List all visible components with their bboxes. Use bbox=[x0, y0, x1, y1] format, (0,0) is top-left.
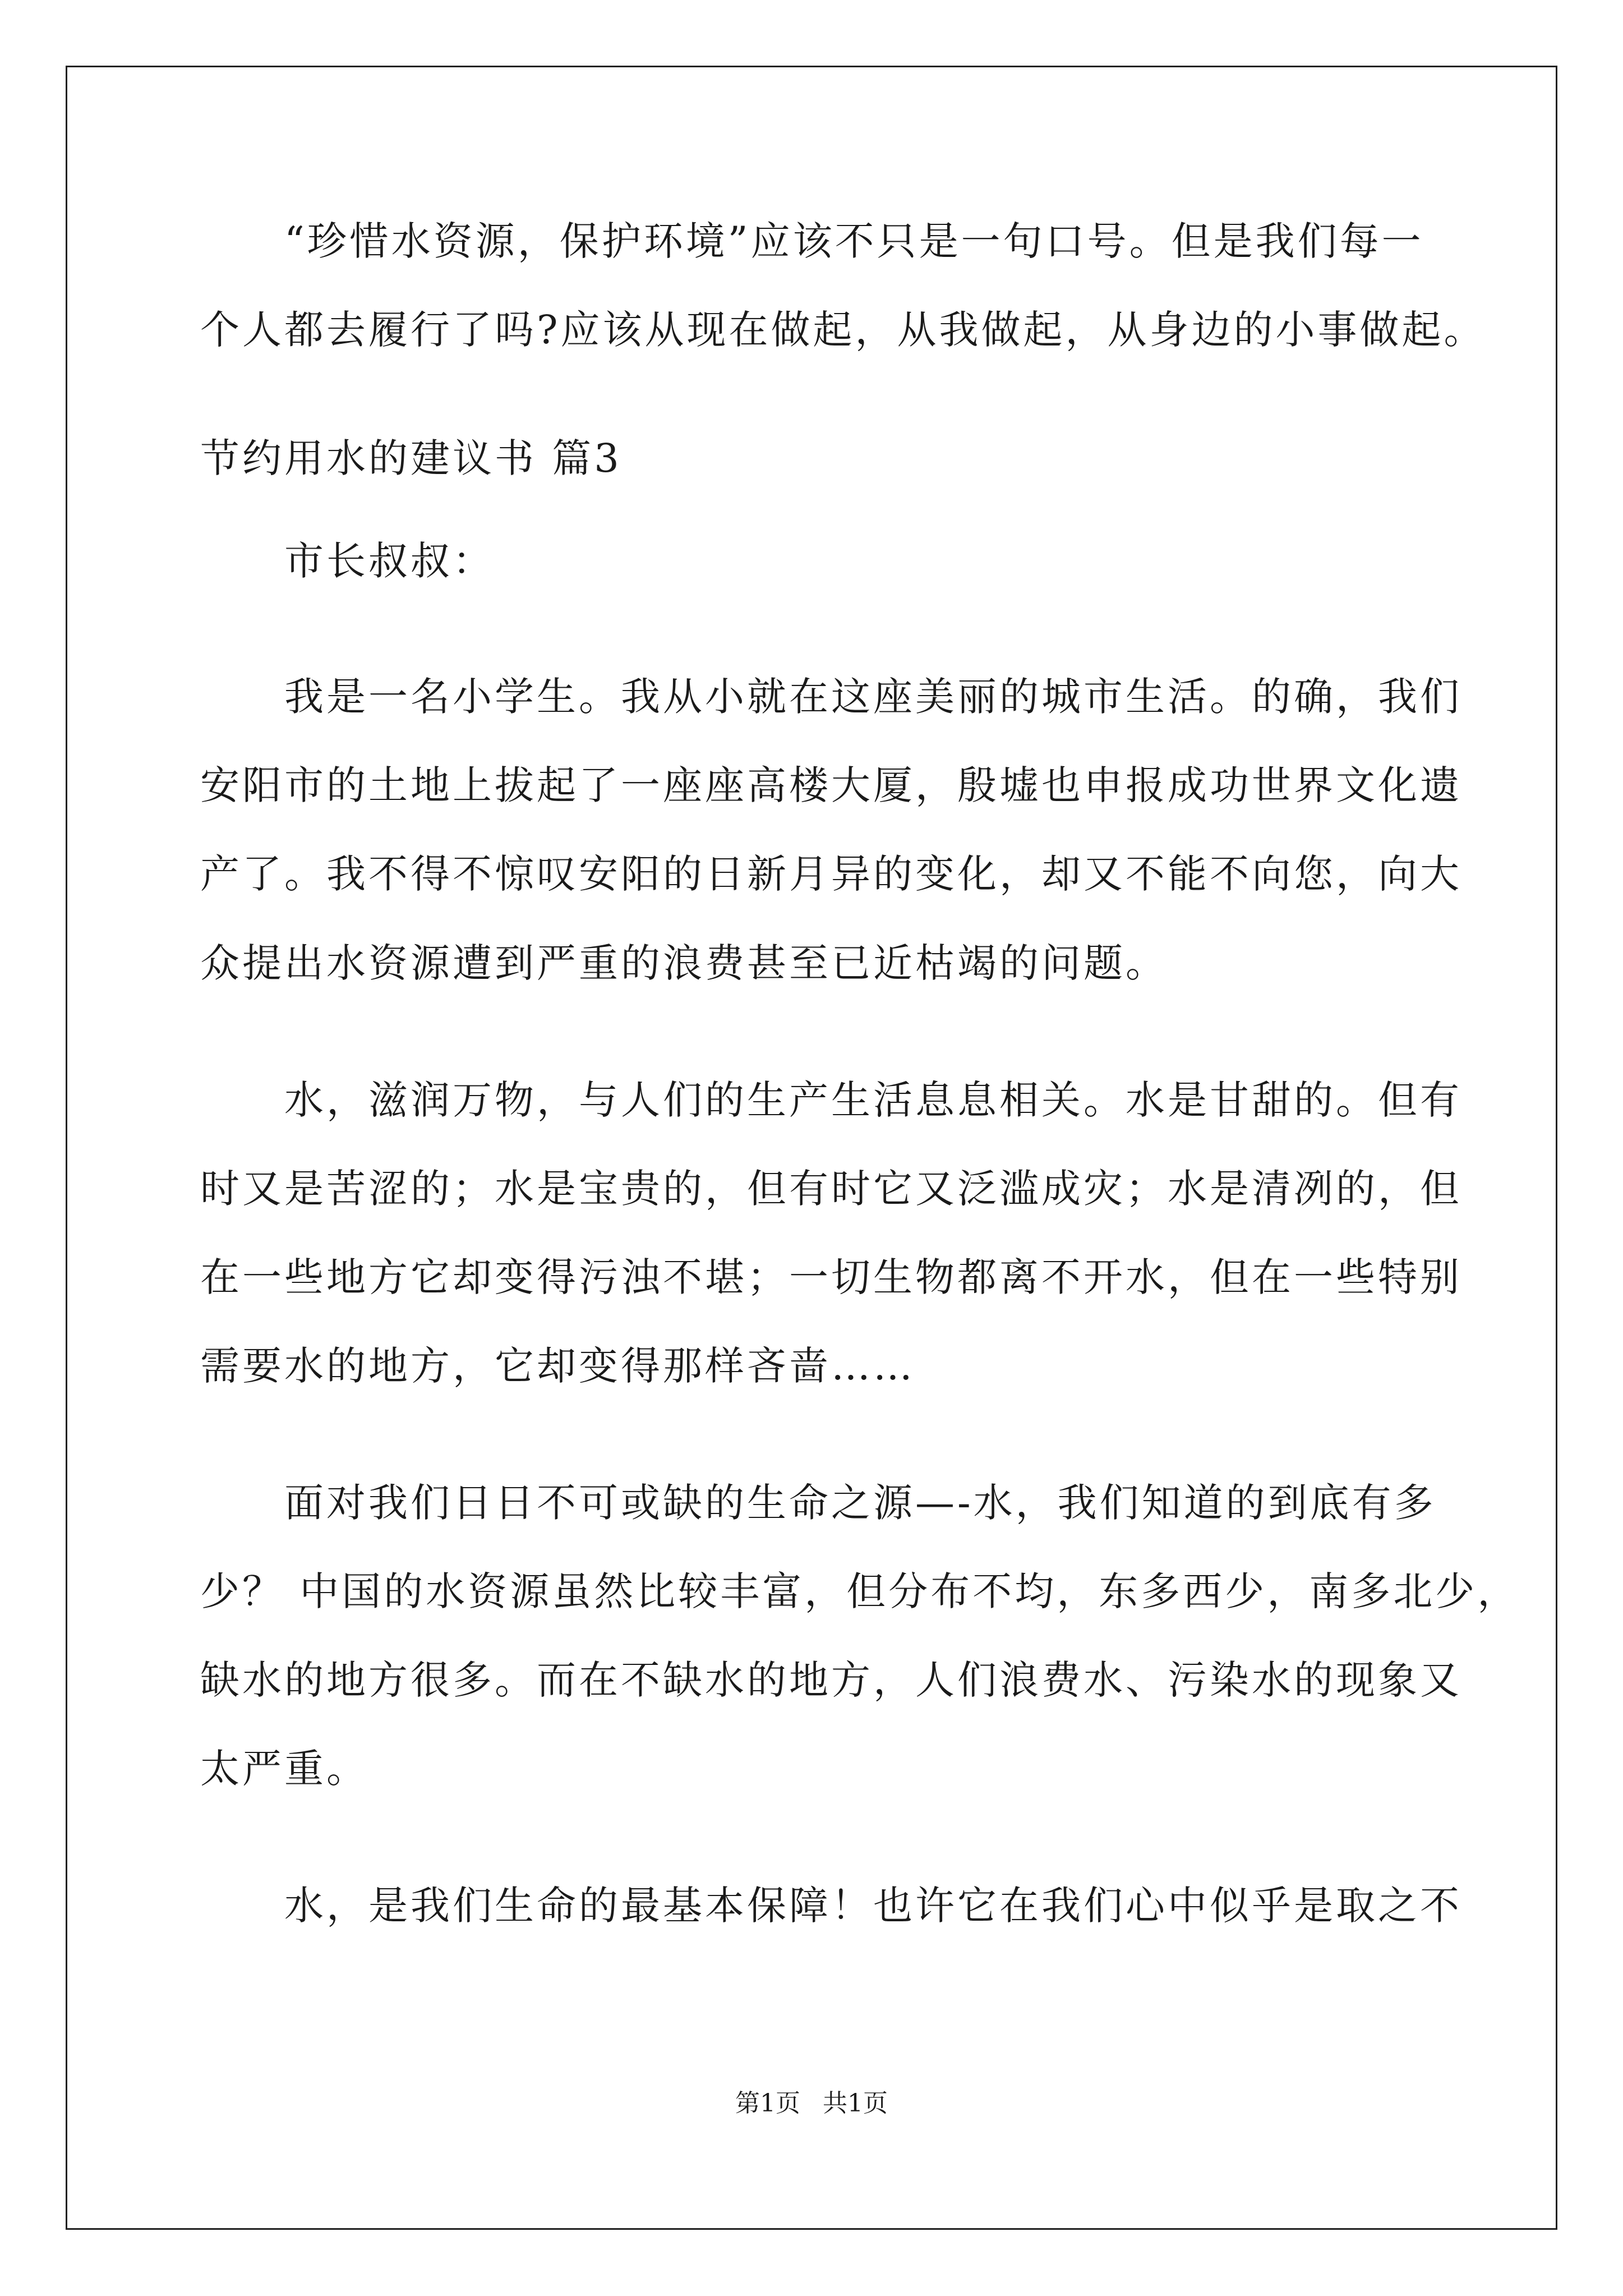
paragraph-line: 个人都去履行了吗?应该从现在做起，从我做起，从身边的小事做起。 bbox=[200, 307, 1486, 353]
section-heading: 节约用水的建议书 篇3 bbox=[200, 435, 622, 481]
paragraph-line: 水，滋润万物，与人们的生产生活息息相关。水是甘甜的。但有 bbox=[284, 1077, 1462, 1123]
paragraph-line: 在一些地方它却变得污浊不堪；一切生物都离不开水，但在一些特别 bbox=[200, 1254, 1462, 1300]
paragraph-line: 缺水的地方很多。而在不缺水的地方，人们浪费水、污染水的现象又 bbox=[200, 1657, 1462, 1703]
page-total: 共1页 bbox=[823, 2089, 888, 2118]
page-footer bbox=[0, 2091, 1623, 2116]
paragraph-line: 我是一名小学生。我从小就在这座美丽的城市生活。的确，我们 bbox=[284, 674, 1462, 720]
paragraph-line: 少？ 中国的水资源虽然比较丰富，但分布不均，东多西少，南多北少， bbox=[200, 1568, 1520, 1614]
paragraph-line: 面对我们日日不可或缺的生命之源—-水，我们知道的到底有多 bbox=[284, 1480, 1436, 1526]
salutation: 市长叔叔： bbox=[284, 538, 495, 584]
paragraph-line: “珍惜水资源，保护环境”应该不只是一句口号。但是我们每一 bbox=[284, 218, 1424, 264]
page-number: 第1页 bbox=[735, 2089, 800, 2118]
paragraph-line: 安阳市的土地上拔起了一座座高楼大厦，殷墟也申报成功世界文化遗 bbox=[200, 762, 1462, 808]
paragraph-line: 太严重。 bbox=[200, 1746, 368, 1792]
paragraph-line: 需要水的地方，它却变得那样吝啬…… bbox=[200, 1343, 915, 1389]
paragraph-line: 时又是苦涩的；水是宝贵的，但有时它又泛滥成灾；水是清冽的，但 bbox=[200, 1166, 1462, 1212]
paragraph-line: 水，是我们生命的最基本保障！也许它在我们心中似乎是取之不 bbox=[284, 1883, 1462, 1929]
paragraph-line: 产了。我不得不惊叹安阳的日新月异的变化，却又不能不向您，向大 bbox=[200, 851, 1462, 897]
paragraph-line: 众提出水资源遭到严重的浪费甚至已近枯竭的问题。 bbox=[200, 940, 1168, 986]
